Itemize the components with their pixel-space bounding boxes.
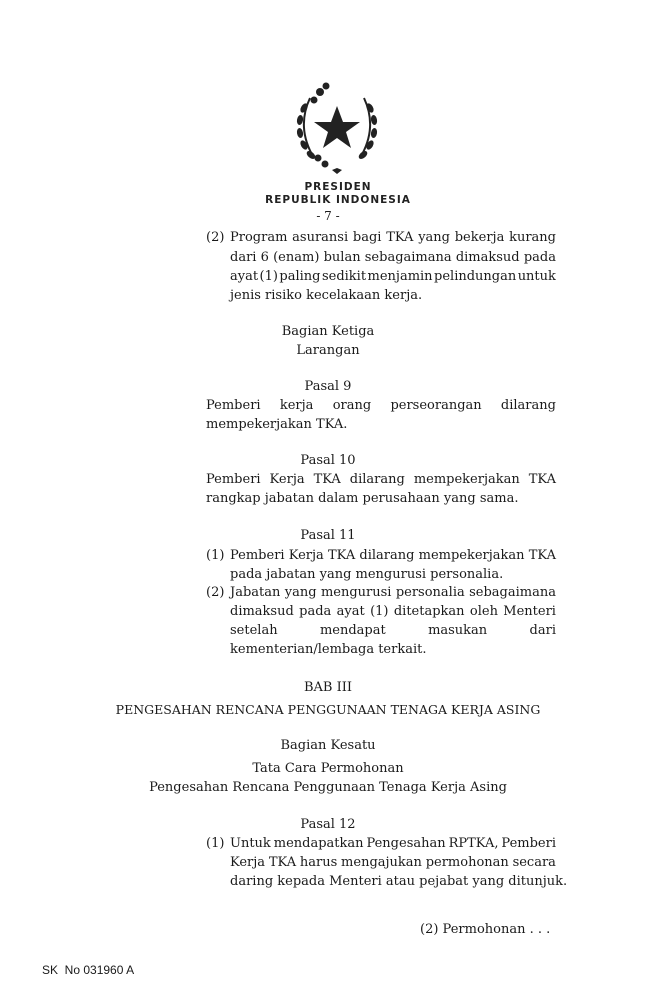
pasal9-title: Pasal 9 [304,379,352,394]
p8-item2-line2: dari 6 (enam) bulan sebagaimana dimaksud pada [230,250,556,265]
pasal10-title: Pasal 10 [300,453,356,468]
header-republik: REPUBLIK INDONESIA [265,194,411,206]
p8-item2-line1: Program asuransi bagi TKA yang bekerja kurang [230,230,556,245]
pasal9-line2: mempekerjakan TKA. [206,417,348,432]
pasal10-line2: rangkap jabatan dalam perusahaan yang sama. [206,491,519,506]
pasal11-title: Pasal 11 [300,528,356,543]
pasal12-item1-number: (1) [206,836,225,851]
p8-item2-line4: jenis risiko kecelakaan kerja. [230,288,423,303]
bagian-kesatu-title: Bagian Kesatu [280,738,376,753]
pasal11-item2-line4: kementerian/lembaga terkait. [230,642,427,657]
pasal9-line1: Pemberi kerja orang perseorangan dilarang [206,398,556,413]
bagian-ketiga-title: Bagian Ketiga [281,324,375,339]
pasal11-item2-line3: setelah mendapat masukan dari [230,623,556,638]
pasal11-item2-line2: dimaksud pada ayat (1) ditetapkan oleh Menteri [230,604,556,619]
p8-item2-number: (2) [206,230,225,245]
bab3-heading: PENGESAHAN RENCANA PENGGUNAAN TENAGA KERJA ASING [115,702,541,717]
header-presiden: PRESIDEN [304,181,372,193]
pasal11-item1-line2: pada jabatan yang mengurusi personalia. [230,567,504,582]
pasal12-item1-line1: Untuk mendapatkan Pengesahan RPTKA, Pemberi [230,836,556,851]
bagian-kesatu-sub2: Pengesahan Rencana Penggunaan Tenaga Kerja Asing [149,780,507,795]
bab3-title: BAB III [303,680,353,695]
pasal12-item1-line2: Kerja TKA harus mengajukan permohonan secara [230,855,556,870]
pasal10-line1: Pemberi Kerja TKA dilarang mempekerjakan TKA [206,472,556,487]
pasal12-title: Pasal 12 [300,817,356,832]
pasal11-item2-line1: Jabatan yang mengurusi personalia sebagaimana [230,585,556,600]
page-number: - 7 - [316,209,340,223]
pasal12-item1-line3: daring kepada Menteri atau pejabat yang ditunjuk. [230,874,568,889]
p8-item2-line3: ayat (1) paling sedikit menjamin pelindungan untuk [230,269,556,284]
pasal11-item1-number: (1) [206,548,225,563]
pasal11-item2-number: (2) [206,585,225,600]
bagian-ketiga-subtitle: Larangan [296,343,360,358]
footer-sk-number: SK No 031960 A [42,963,135,977]
continuation-note: (2) Permohonan . . . [420,922,551,937]
bagian-kesatu-sub1: Tata Cara Permohonan [252,761,404,776]
garuda-star-emblem [292,78,382,178]
pasal11-item1-line1: Pemberi Kerja TKA dilarang mempekerjakan TKA [230,548,556,563]
